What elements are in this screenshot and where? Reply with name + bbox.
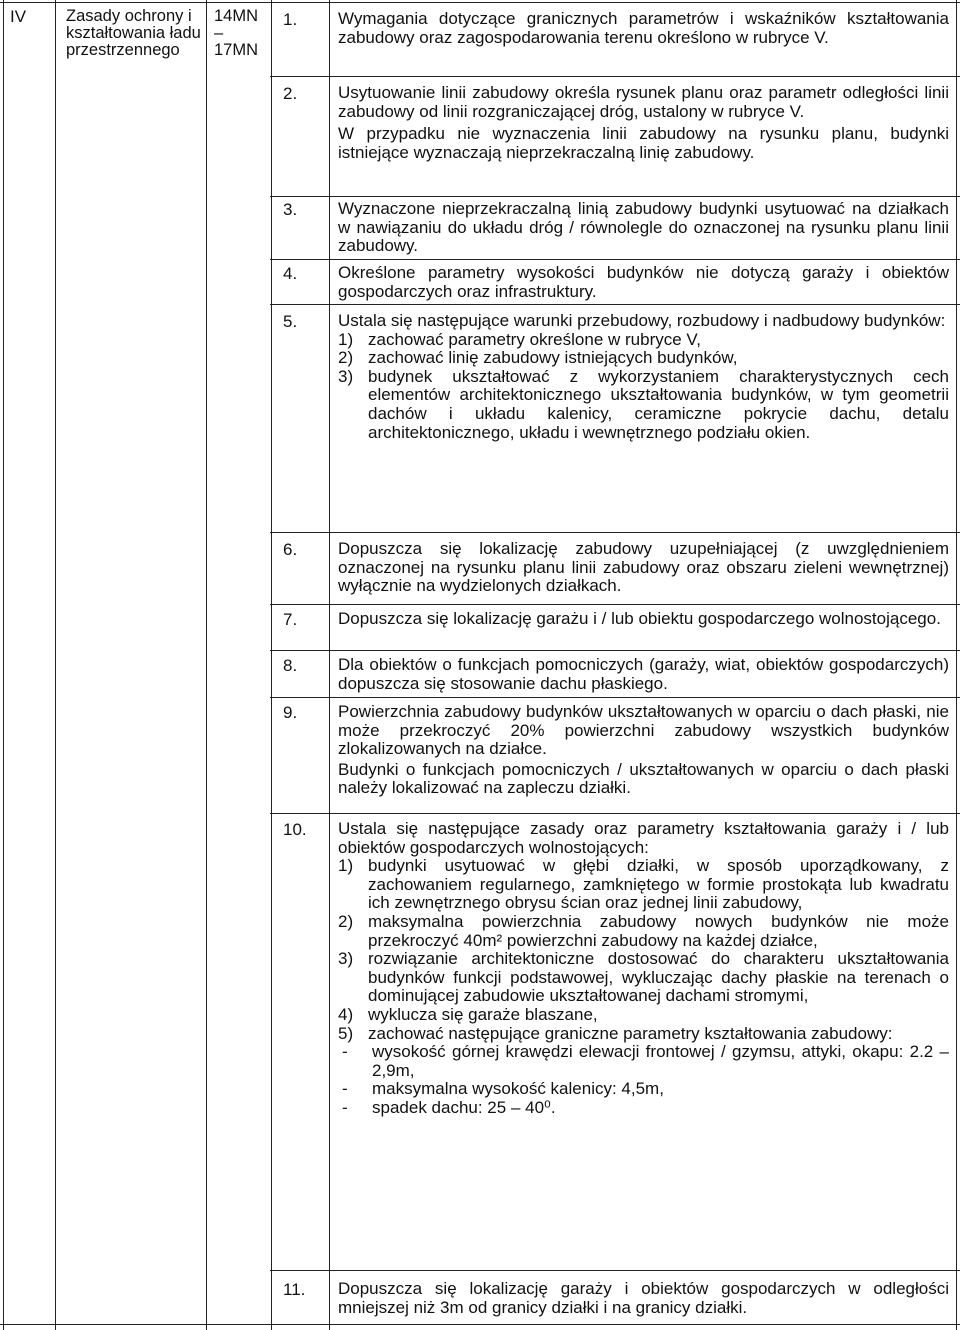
row-separator bbox=[270, 813, 960, 814]
item-number: 4. bbox=[283, 264, 298, 283]
item-text bbox=[338, 264, 949, 301]
item-paragraph: Ustala się następujące zasady oraz parametry kształtowania garaży i / lub obiektów gospodarczych wolnostojących: bbox=[338, 819, 949, 857]
row-separator bbox=[0, 2, 960, 3]
list-item: 2) maksymalna powierzchnia zabudowy nowych budynków nie może przekroczyć 40m² powierzchni zabudowy na każdej działce, bbox=[338, 911, 949, 950]
list-item: - maksymalna wysokość kalenicy: 4,5m, bbox=[342, 1079, 664, 1099]
item-text bbox=[338, 703, 949, 798]
row-separator bbox=[270, 697, 960, 698]
list-item: 1) zachować parametry określone w rubryce V, bbox=[338, 329, 701, 349]
table-divider bbox=[329, 0, 330, 1330]
row-separator bbox=[270, 259, 960, 260]
item-text bbox=[338, 656, 949, 693]
item-number: 2. bbox=[283, 84, 298, 103]
item-number: 3. bbox=[283, 200, 298, 219]
row-separator bbox=[270, 1270, 960, 1271]
item-paragraph: Powierzchnia zabudowy budynków ukształtowanych w oparciu o dach płaski, nie może przekroczyć 20% powierzchni zabudowy wszystkich budynków zlokalizowanych na działce. bbox=[338, 702, 949, 759]
list-item: 3) budynek ukształtować z wykorzystaniem charakterystycznych cech elementów architektonicznego ukształtowania budynków, w tym geometrii dachów i układu kalenicy, ceramiczne pokrycie dachu, detalu architektonicznego, układu i wewnętrznego podziału okien. bbox=[338, 366, 949, 442]
item-number: 7. bbox=[283, 610, 298, 629]
item-paragraph: Usytuowanie linii zabudowy określa rysunek planu oraz parametr odległości linii zabudowy od linii rozgraniczającej dróg, ustalony w rubryce V. bbox=[338, 83, 949, 121]
list-item: 5) zachować następujące graniczne parametry kształtowania zabudowy: bbox=[338, 1023, 893, 1043]
row-separator bbox=[270, 196, 960, 197]
row-separator bbox=[270, 304, 960, 305]
item-paragraph: Wymagania dotyczące granicznych parametrów i wskaźników kształtowania zabudowy oraz zagospodarowania terenu określono w rubryce V. bbox=[338, 9, 949, 47]
item-number: 10. bbox=[283, 820, 307, 839]
table-divider bbox=[55, 0, 56, 1330]
area-symbol-from: 14MN bbox=[214, 7, 259, 25]
area-symbol-to: 17MN bbox=[214, 41, 259, 59]
item-number: 11. bbox=[283, 1280, 306, 1299]
table-border-right bbox=[956, 0, 957, 1330]
item-paragraph: Ustala się następujące warunki przebudowy, rozbudowy i nadbudowy budynków: bbox=[338, 311, 946, 330]
item-paragraph: Dopuszcza się lokalizację garażu i / lub obiektu gospodarczego wolnostojącego. bbox=[338, 609, 941, 628]
list-item: 2) zachować linię zabudowy istniejących budynków, bbox=[338, 348, 738, 368]
item-paragraph: Dopuszcza się lokalizację garaży i obiektów gospodarczych w odległości mniejszej niż 3m od granicy działki i na granicy działki. bbox=[338, 1279, 949, 1317]
table-border-left bbox=[3, 0, 4, 1330]
item-number: 6. bbox=[283, 540, 298, 559]
item-paragraph: Dla obiektów o funkcjach pomocniczych (garaży, wiat, obiektów gospodarczych) dopuszcza się stosowanie dachu płaskiego. bbox=[338, 655, 949, 693]
item-text bbox=[338, 820, 949, 1118]
item-paragraph: W przypadku nie wyznaczenia linii zabudowy na rysunku planu, budynki istniejące wyznaczają nieprzekraczalną linię zabudowy. bbox=[338, 124, 949, 162]
table-divider bbox=[206, 0, 207, 1330]
row-separator bbox=[0, 1324, 960, 1325]
row-separator bbox=[270, 604, 960, 605]
item-text bbox=[338, 84, 949, 162]
section-roman-number: IV bbox=[10, 7, 27, 26]
item-number: 8. bbox=[283, 656, 298, 675]
list-item: 4) wyklucza się garaże blaszane, bbox=[338, 1004, 598, 1024]
item-paragraph: Dopuszcza się lokalizację zabudowy uzupełniającej (z uwzględnieniem oznaczonej na rysunku planu linii zabudowy oraz obszaru zieleni wewnętrznej) wyłącznie na wydzielonych działkach. bbox=[338, 539, 949, 596]
row-separator bbox=[270, 76, 960, 77]
item-text bbox=[338, 610, 949, 629]
list-item: - wysokość górnej krawędzi elewacji frontowej / gzymsu, attyki, okapu: 2.2 – 2,9m, bbox=[342, 1042, 949, 1080]
item-text bbox=[338, 540, 949, 596]
item-paragraph: Budynki o funkcjach pomocniczych / ukształtowanych w oparciu o dach płaski należy lokalizować na zapleczu działki. bbox=[338, 759, 949, 798]
item-number: 1. bbox=[283, 10, 298, 29]
item-text bbox=[338, 312, 949, 442]
area-symbol-dash: – bbox=[214, 24, 224, 42]
list-item: 1) budynki usytuować w głębi działki, w sposób uporządkowany, z zachowaniem regularnego, zamkniętego w formie prostokąta lub kwadratu ich zewnętrznego obrysu ścian oraz jednej linii zabudowy, bbox=[338, 856, 949, 913]
list-item: - spadek dachu: 25 – 40⁰. bbox=[342, 1097, 556, 1117]
item-paragraph: Wyznaczone nieprzekraczalną linią zabudowy budynki usytuować na działkach w nawiązaniu do układu dróg / równolegle do oznaczonej na rysunku planu linii zabudowy. bbox=[338, 199, 949, 256]
item-number: 5. bbox=[283, 312, 298, 331]
row-separator bbox=[270, 532, 960, 533]
table-divider bbox=[271, 0, 272, 1330]
area-symbols bbox=[214, 8, 266, 59]
item-text bbox=[338, 200, 949, 256]
row-separator bbox=[270, 650, 960, 651]
section-title: Zasady ochrony i kształtowania ładu przestrzennego bbox=[66, 7, 201, 59]
item-number: 9. bbox=[283, 703, 298, 722]
item-paragraph: Określone parametry wysokości budynków nie dotyczą garaży i obiektów gospodarczych oraz infrastruktury. bbox=[338, 263, 949, 301]
item-text bbox=[338, 10, 949, 47]
list-item: 3) rozwiązanie architektoniczne dostosować do charakteru ukształtowania budynków funkcji podstawowej, wykluczając dachy płaskie na terenach o dominującej zabudowie ukształtowanej dachami stromymi, bbox=[338, 949, 949, 1006]
item-text bbox=[338, 1280, 949, 1317]
